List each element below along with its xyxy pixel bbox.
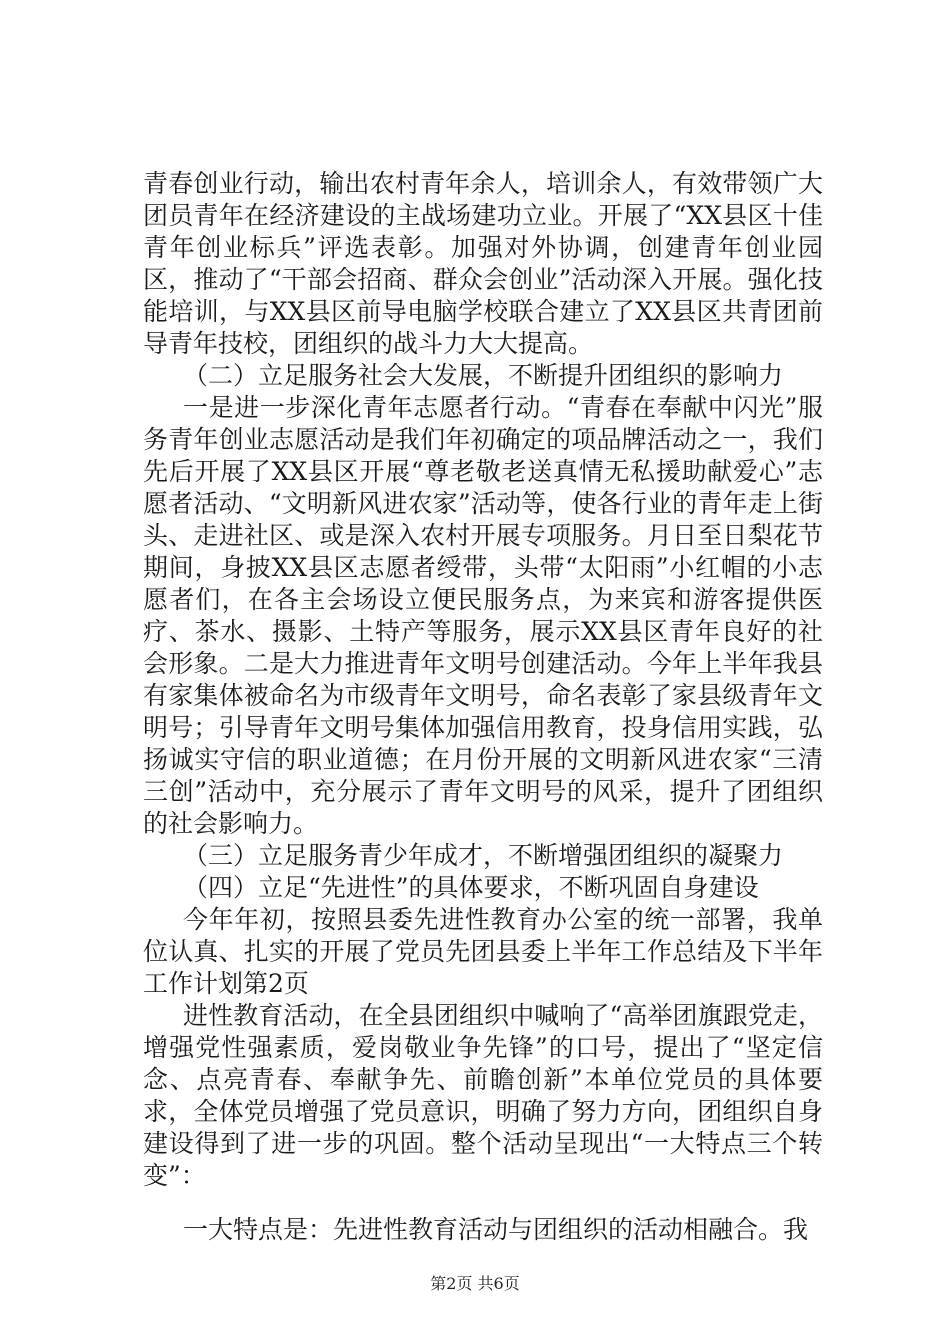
section-heading-2: （二）立足服务社会大发展，不断提升团组织的影响力 <box>183 361 784 390</box>
section-heading-3: （三）立足服务青少年成才，不断增强团组织的凝聚力 <box>183 841 784 870</box>
page-footer: 第2页 共6页 <box>430 1274 520 1293</box>
paragraph-education-activity: 进性教育活动，在全县团组织中喊响了“高举团旗跟党走，增强党性强素质，爱岗敬业争先锋”的口号，提出了“坚定信念、点亮青春、奉献争先、前瞻创新”本单位党员的具体要求，全体党员增强了党员意识，明确了努力方向，团组织自身建设得到了进一步的巩固。整个活动呈现出“一大特点三个转变”： <box>143 1001 823 1190</box>
paragraph-volunteer-activities: 一是进一步深化青年志愿者行动。“青春在奉献中闪光”服务青年创业志愿活动是我们年初确定的项品牌活动之一，我们先后开展了XX县区开展“尊老敬老送真情无私援助献爱心”志愿者活动、“文明新风进农家”活动等，使各行业的青年走上街头、走进社区、或是深入农村开展专项服务。月日至日梨花节期间，身披XX县区志愿者绶带，头带“太阳雨”小红帽的小志愿者们，在各主会场设立便民服务点，为来宾和游客提供医疗、茶水、摄影、土特产等服务，展示XX县区青年良好的社会形象。二是大力推进青年文明号创建活动。今年上半年我县有家集体被命名为市级青年文明号，命名表彰了家县级青年文明号；引导青年文明号集体加强信用教育，投身信用实践，弘扬诚实守信的职业道德；在月份开展的文明新风进农家“三清三创”活动中，充分展示了青年文明号的风采，提升了团组织的社会影响力。 <box>143 393 823 838</box>
paragraph-youth-entrepreneurship: 青春创业行动，输出农村青年余人，培训余人，有效带领广大团员青年在经济建设的主战场建功立业。开展了“XX县区十佳青年创业标兵”评选表彰。加强对外协调，创建青年创业园区，推动了“干部会招商、群众会创业”活动深入开展。强化技能培训，与XX县区前导电脑学校联合建立了XX县区共青团前导青年技校，团组织的战斗力大大提高。 <box>143 169 823 358</box>
document-body <box>143 168 823 1246</box>
paragraph-advanced-education: 今年年初，按照县委先进性教育办公室的统一部署，我单位认真、扎实的开展了党员先团县委上半年工作总结及下半年工作计划第2页 <box>143 905 823 998</box>
paragraph-one-feature: 一大特点是：先进性教育活动与团组织的活动相融合。我 <box>183 1215 809 1244</box>
section-heading-4: （四）立足“先进性”的具体要求，不断巩固自身建设 <box>183 873 759 902</box>
